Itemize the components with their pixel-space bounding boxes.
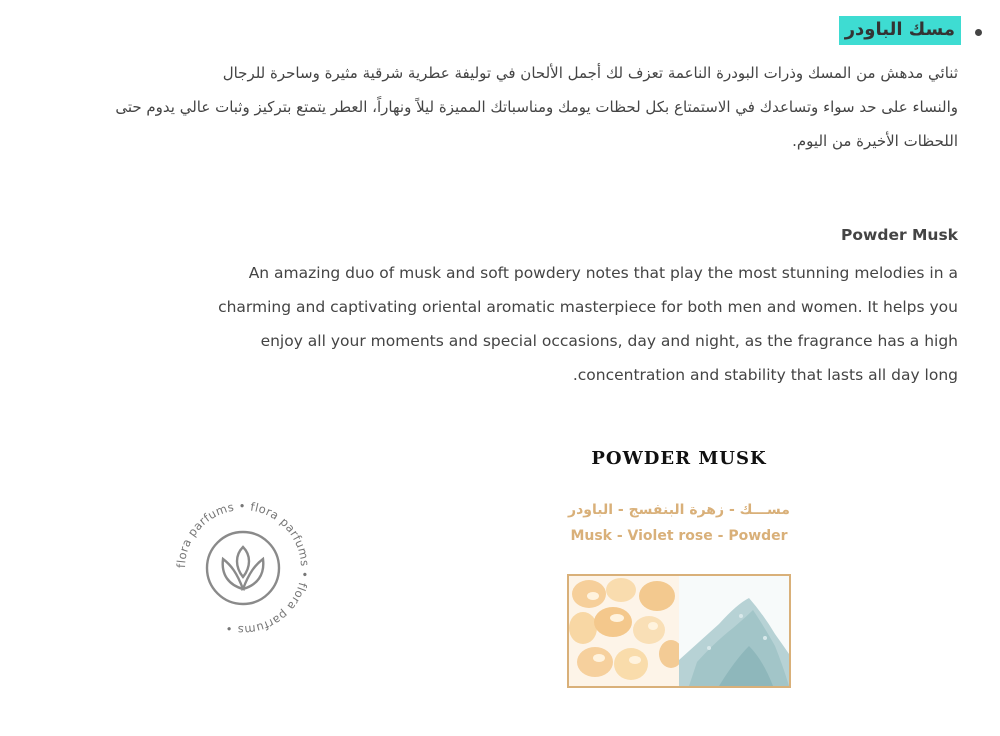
arabic-paragraph: ثنائي مدهش من المسك وذرات البودرة الناعمة تعزف لك أجمل الألحان في توليفة عطرية شرقية مثيرة وساحرة للرجال xyxy=(222,64,958,82)
arabic-product-title: مسك الباودر xyxy=(839,16,961,45)
arabic-paragraph: والنساء على حد سواء وتساعدك في الاستمتاع بكل لحظات يومك ومناسباتك المميزة ليلاً ونهاراً، العطر يتمتع بتركيز وثبات عالي يدوم حتى اللحظات الأخيرة من اليوم. xyxy=(115,98,958,150)
logo-ring-text: flora parfums • flora parfums • flora parfums • xyxy=(173,498,313,638)
notes-english: Musk - Violet rose - Powder xyxy=(570,528,788,544)
english-line: enjoy all your moments and special occasions, day and night, as the fragrance has a high xyxy=(260,332,958,350)
ingredients-photo xyxy=(567,574,791,688)
bullet-icon xyxy=(975,29,982,36)
musk-crystals-image xyxy=(569,576,679,686)
english-product-title: Powder Musk xyxy=(841,226,958,244)
powder-pile-image xyxy=(679,576,789,686)
english-line: charming and captivating oriental aromatic masterpiece for both men and women. It helps you xyxy=(218,298,958,316)
product-card xyxy=(567,446,791,544)
product-name: POWDER MUSK xyxy=(591,448,767,469)
flora-parfums-logo xyxy=(163,493,323,643)
english-description xyxy=(138,256,958,392)
arabic-description xyxy=(88,56,958,158)
english-line: .concentration and stability that lasts all day long xyxy=(572,366,958,384)
notes-arabic: مســـك - زهرة البنفسج - الباودر xyxy=(568,502,790,518)
english-line: An amazing duo of musk and soft powdery notes that play the most stunning melodies in a xyxy=(248,264,958,282)
product-title-row xyxy=(839,16,982,45)
